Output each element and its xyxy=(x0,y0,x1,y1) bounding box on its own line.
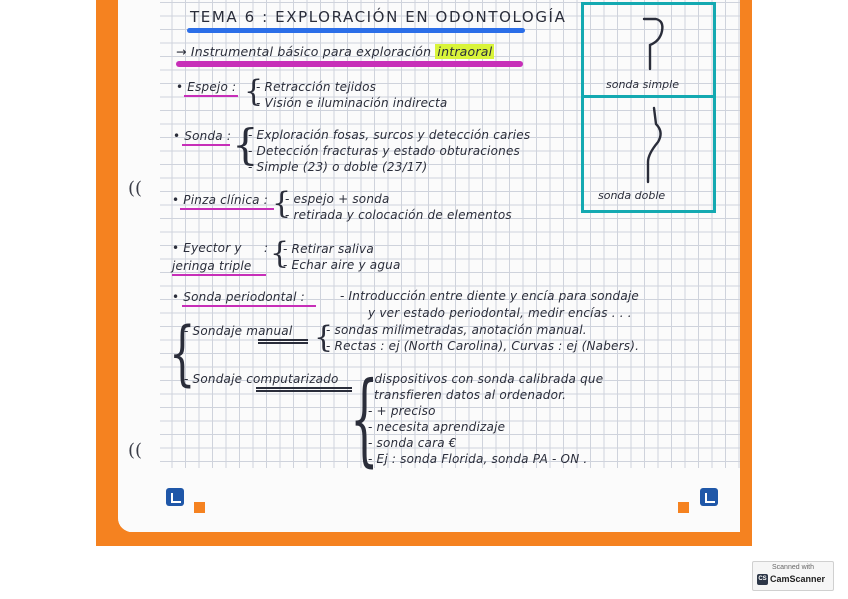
brace-sondaje: { xyxy=(168,312,196,394)
espejo-line-1: - Retracción tejidos xyxy=(256,80,377,94)
binder-ring-bottom: (( xyxy=(128,440,143,461)
sonda-line-1: - Exploración fosas, surcos y detección caries xyxy=(248,128,531,142)
computarizado-line-2: transfieren datos al ordenador. xyxy=(374,388,567,402)
term-eyector-1: • Eyector y xyxy=(172,241,242,255)
brace-pinza: { xyxy=(272,186,292,221)
term-periodontal-underline xyxy=(182,305,316,307)
corner-fold-icon-right xyxy=(700,488,718,506)
term-espejo-underline xyxy=(184,95,238,97)
sondaje-manual-underline-2 xyxy=(258,342,308,344)
title-underline xyxy=(187,28,525,33)
manual-line-2: - Rectas : ej (North Carolina), Curvas : ej (Nabers). xyxy=(326,339,640,353)
camscanner-name: CamScanner xyxy=(770,574,826,584)
sondaje-computarizado-underline-2 xyxy=(256,390,352,392)
term-periodontal: • Sonda periodontal : xyxy=(172,290,305,304)
camscanner-logo: CS xyxy=(757,574,768,585)
computarizado-line-4: - necesita aprendizaje xyxy=(368,420,506,434)
sondaje-manual-underline-1 xyxy=(258,339,308,341)
term-sondaje-manual: - Sondaje manual xyxy=(184,324,293,338)
camscanner-watermark xyxy=(752,561,834,591)
subtitle-underline xyxy=(176,61,523,67)
brace-espejo: { xyxy=(244,74,264,109)
term-sonda: • Sonda : xyxy=(173,129,232,143)
camscanner-top-text: Scanned with xyxy=(771,564,815,571)
pinza-line-1: - espejo + sonda xyxy=(285,192,390,206)
eyector-line-2: - Echar aire y agua xyxy=(283,258,401,272)
manual-line-1: - sondas milimetradas, anotación manual. xyxy=(326,323,587,337)
subtitle-prefix: → Instrumental básico para exploración xyxy=(176,44,432,59)
espejo-line-2: - Visión e iluminación indirecta xyxy=(256,96,448,110)
term-sondaje-computarizado: - Sondaje computarizado xyxy=(184,372,339,386)
computarizado-line-6: - Ej : sonda Florida, sonda PA - ON . xyxy=(368,452,588,466)
periodontal-line-1: - Introducción entre diente y encía para sondaje xyxy=(340,289,640,303)
term-pinza-underline xyxy=(180,208,274,210)
subtitle xyxy=(176,44,494,59)
brace-sondaje-computarizado: { xyxy=(350,360,379,477)
subtitle-highlight: intraoral xyxy=(437,44,493,59)
term-pinza: • Pinza clínica : xyxy=(172,193,268,207)
page-bottom-margin xyxy=(118,468,740,532)
brace-sondaje-manual: { xyxy=(314,320,334,355)
brace-eyector: { xyxy=(270,236,290,271)
brace-sonda: { xyxy=(232,120,259,169)
eyector-colon: : xyxy=(264,241,269,255)
page-title: TEMA 6 : EXPLORACIÓN EN ODONTOLOGÍA xyxy=(190,8,567,26)
sonda-doble-label: sonda doble xyxy=(598,189,666,202)
orange-square-left xyxy=(194,502,205,513)
corner-fold-icon-left xyxy=(166,488,184,506)
sonda-line-2: - Detección fracturas y estado obturaciones xyxy=(248,144,520,158)
sondaje-computarizado-underline-1 xyxy=(256,387,352,389)
eyector-line-1: - Retirar saliva xyxy=(283,242,374,256)
term-sonda-underline xyxy=(182,144,230,146)
computarizado-line-1: - dispositivos con sonda calibrada que xyxy=(366,372,604,386)
term-eyector-underline xyxy=(172,274,266,276)
page-left-margin xyxy=(118,0,160,470)
periodontal-line-2: y ver estado periodontal, medir encías . . . xyxy=(368,306,632,320)
sonda-line-3: - Simple (23) o doble (23/17) xyxy=(248,160,428,174)
pinza-line-2: - retirada y colocación de elementos xyxy=(285,208,512,222)
term-eyector-2: jeringa triple xyxy=(172,259,252,273)
sonda-doble-box xyxy=(581,95,716,213)
sonda-simple-label: sonda simple xyxy=(606,78,679,91)
computarizado-line-3: - + preciso xyxy=(368,404,436,418)
sonda-simple-box xyxy=(581,2,716,98)
orange-square-right xyxy=(678,502,689,513)
computarizado-line-5: - sonda cara € xyxy=(368,436,457,450)
binder-ring-top: (( xyxy=(128,178,143,199)
term-espejo: • Espejo : xyxy=(176,80,237,94)
